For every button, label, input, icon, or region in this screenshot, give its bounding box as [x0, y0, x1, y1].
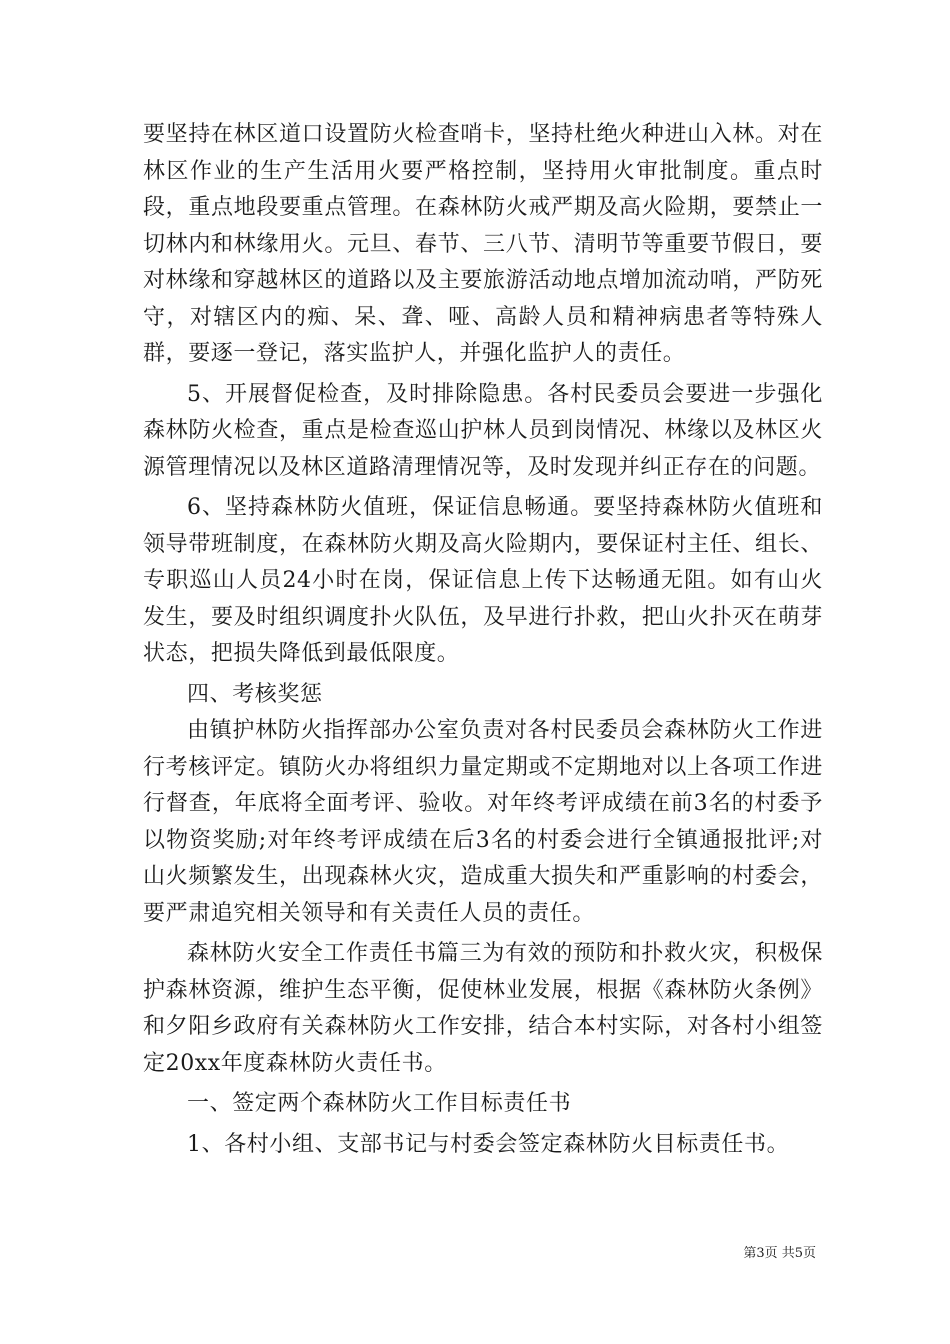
section-heading-assessment: 四、考核奖惩 — [187, 681, 323, 707]
paragraph-sign-books-item-1: 1、各村小组、支部书记与村委会签定森林防火目标责任书。 — [187, 1131, 790, 1157]
section-heading-sign-books: 一、签定两个森林防火工作目标责任书 — [187, 1091, 572, 1116]
paragraph-duty: 6、坚持森林防火值班，保证信息畅通。要坚持森林防火值班和领导带班制度，在森林防火期及高火险期内，要保证村主任、组长、专职巡山人员24小时在岗，保证信息上传下达畅通无阻。如有山火发生，要及时组织调度扑火队伍，及早进行扑救，把山火扑灭在萌芽状态，把损失降低到最低限度。 — [143, 495, 823, 666]
paragraph-fire-control: 要坚持在林区道口设置防火检查哨卡，坚持杜绝火种进山入林。对在林区作业的生产生活用火要严格控制，坚持用火审批制度。重点时段，重点地段要重点管理。在森林防火戒严期及高火险期，要禁止一切林内和林缘用火。元旦、春节、三八节、清明节等重要节假日，要对林缘和穿越林区的道路以及主要旅游活动地点增加流动哨，严防死守，对辖区内的痴、呆、聋、哑、高龄人员和精神病患者等特殊人群，要逐一登记，落实监护人，并强化监护人的责任。 — [143, 122, 823, 366]
document-body — [143, 117, 823, 1163]
paragraph-responsibility-book-three: 森林防火安全工作责任书篇三为有效的预防和扑救火灾，积极保护森林资源，维护生态平衡，促使林业发展，根据《森林防火条例》和夕阳乡政府有关森林防火工作安排，结合本村实际，对各村小组签定20xx年度森林防火责任书。 — [143, 941, 823, 1076]
paragraph-assessment: 由镇护林防火指挥部办公室负责对各村民委员会森林防火工作进行考核评定。镇防火办将组织力量定期或不定期地对以上各项工作进行督查，年底将全面考评、验收。对年终考评成绩在前3名的村委予以物资奖励;对年终考评成绩在后3名的村委会进行全镇通报批评;对山火频繁发生，出现森林火灾，造成重大损失和严重影响的村委会，要严肃追究相关领导和有关责任人员的责任。 — [143, 718, 823, 926]
page-number: 第3页 共5页 — [743, 1246, 816, 1261]
paragraph-inspection: 5、开展督促检查，及时排除隐患。各村民委员会要进一步强化森林防火检查，重点是检查巡山护林人员到岗情况、林缘以及林区火源管理情况以及林区道路清理情况等，及时发现并纠正存在的问题。 — [143, 381, 823, 480]
